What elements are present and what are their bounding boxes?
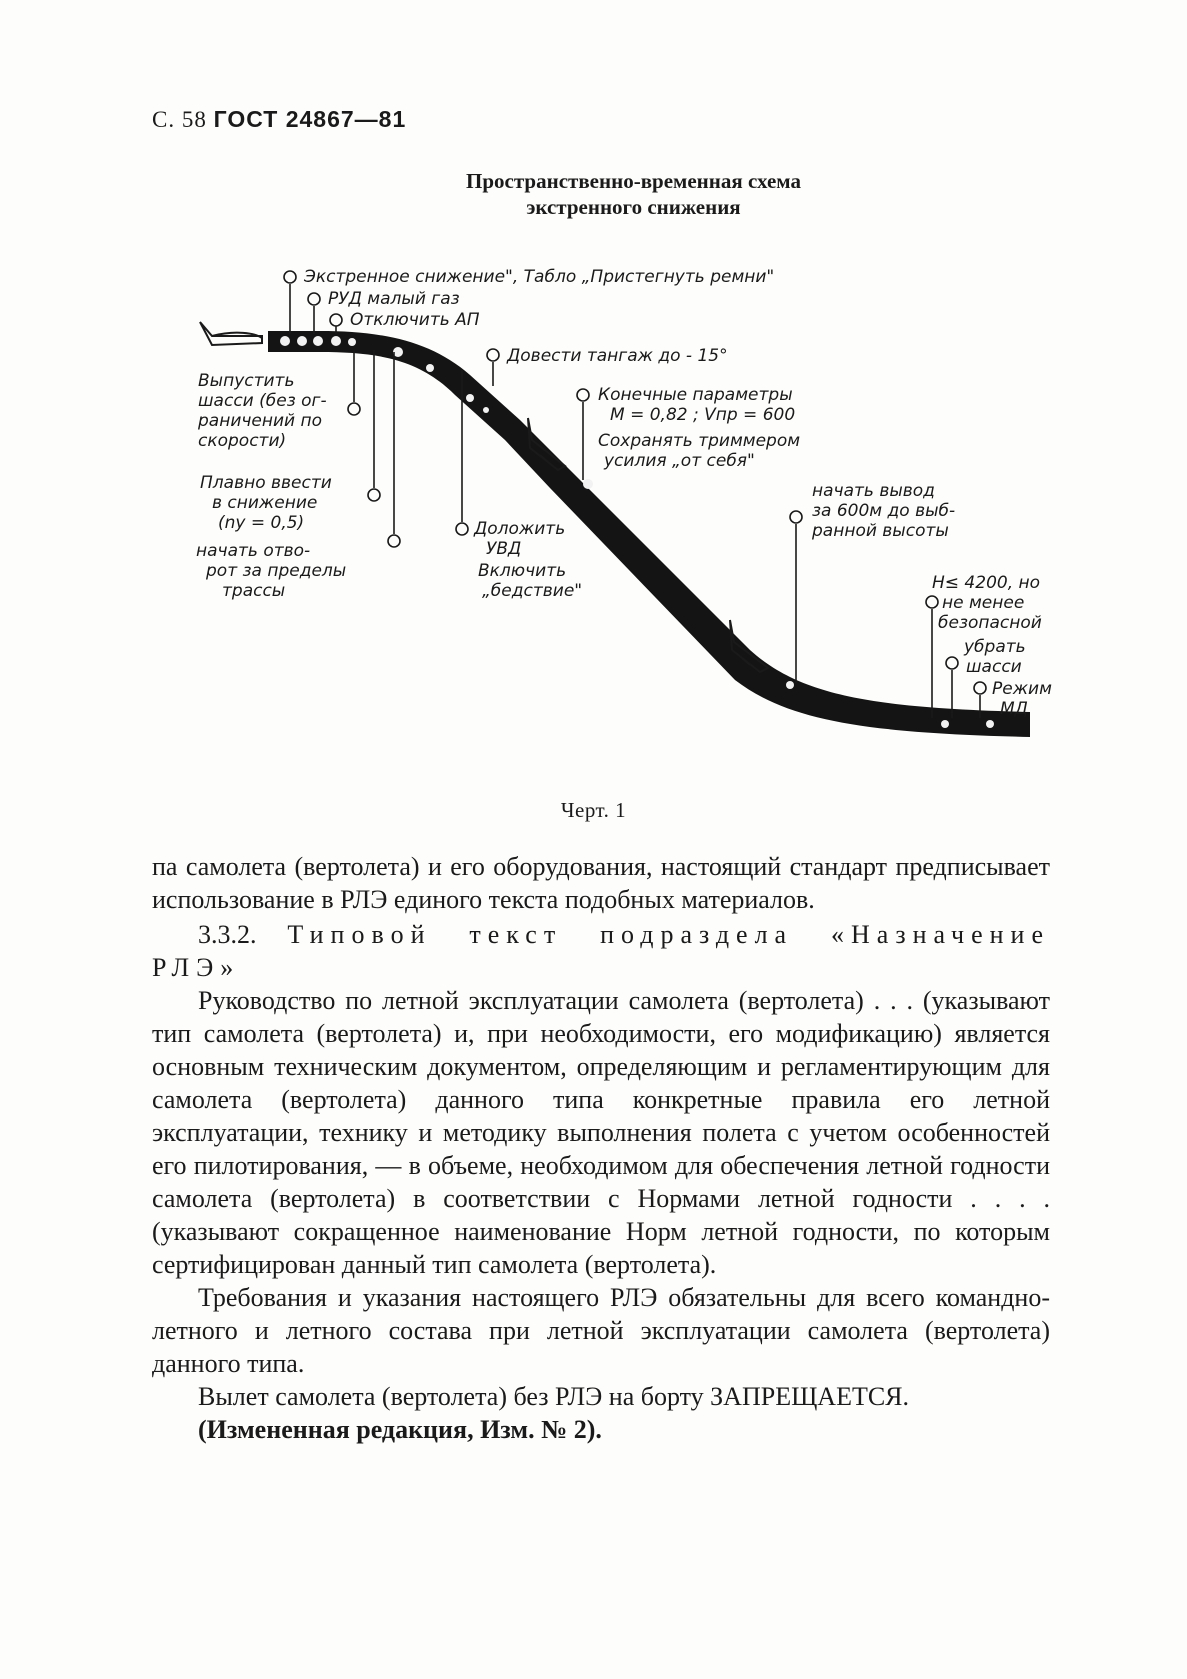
label-gear-down: Выпустить [198, 371, 295, 391]
label-gear-down-4: скорости) [198, 431, 287, 451]
label-gear-down-2: шасси (без ог- [198, 391, 327, 411]
label-mode-md: Режим [992, 679, 1052, 699]
label-pitch: Довести тангаж до - 15° [507, 346, 728, 366]
label-altitude-3: безопасной [938, 613, 1042, 633]
label-retract-gear-2: шасси [966, 657, 1022, 677]
label-final-params-values: M = 0,82 ; Vпр = 600 [610, 405, 796, 425]
page-number: С. 58 [152, 107, 207, 132]
label-distress: Включить [478, 561, 567, 581]
body-text [152, 850, 1050, 1446]
section-heading [152, 918, 1050, 984]
label-turn-off-route-3: трассы [222, 581, 286, 601]
label-altitude-2: не менее [942, 593, 1025, 613]
paragraph: Руководство по летной эксплуатации самолета (вертолета) . . . (указывают тип самолета (вертолета) и, при необходимости, его модификацию) является основным техническим документом, определяющим и регламентирующим для самолета (вертолета) данного типа конкретные правила его летной эксплуатации, технику и методику выполнения полета с учетом особенностей его пилотирования, — в объеме, необходимом для обеспечения летной годности самолета (вертолета) в соответствии с Нормами летной годности . . . . (указывают сокращенное наименование Норм летной годности, по которым сертифицирован данный тип самолета (вертолета). [152, 986, 1050, 1279]
section-title: Типовой текст подраздела «Назначение РЛЭ» [152, 920, 1050, 982]
paragraph: па самолета (вертолета) и его оборудования, настоящий стандарт предписывает использование в РЛЭ единого текста подобных материалов. [152, 852, 1050, 914]
label-smooth-descent-2: в снижение [212, 493, 318, 513]
label-altitude: H≤ 4200, но [932, 573, 1041, 593]
label-smooth-descent: Плавно ввести [200, 473, 332, 493]
label-throttle-idle: РУД малый газ [328, 289, 460, 309]
figure-title-line1: Пространственно-временная схема [466, 169, 801, 193]
label-report-atc: Доложить [474, 519, 566, 539]
label-retract-gear: убрать [964, 637, 1026, 657]
label-distress-2: „бедствие" [482, 581, 583, 601]
figure-title-line2: экстренного снижения [526, 195, 741, 219]
label-gear-down-3: раничений по [198, 411, 323, 431]
amendment-note: (Измененная редакция, Изм. № 2). [198, 1415, 602, 1444]
label-emergency-descent: Экстренное снижение", Табло „Пристегнуть ремни" [304, 267, 775, 287]
label-begin-recovery-2: за 600м до выб- [812, 501, 956, 521]
label-trim-2: усилия „от себя" [604, 451, 755, 471]
paragraph: Требования и указания настоящего РЛЭ обязательны для всего командно-летного и летного состава при летной эксплуатации самолета (вертолета) данного типа. [152, 1283, 1050, 1378]
label-trim: Сохранять триммером [598, 431, 801, 451]
figure-caption: Черт. 1 [560, 798, 627, 822]
section-number: 3.3.2. [198, 920, 257, 949]
label-begin-recovery-3: ранной высоты [812, 521, 949, 541]
aircraft-icon [200, 322, 262, 345]
label-disengage-ap: Отключить АП [350, 310, 480, 330]
label-report-atc-2: УВД [486, 539, 522, 559]
label-smooth-descent-3: (nу = 0,5) [218, 513, 305, 533]
standard-number: ГОСТ 24867—81 [213, 106, 407, 132]
label-mode-md-2: МД [1000, 699, 1028, 719]
page-header [152, 106, 406, 133]
paragraph: Вылет самолета (вертолета) без РЛЭ на борту ЗАПРЕЩАЕТСЯ. [198, 1382, 910, 1411]
label-final-params: Конечные параметры [598, 385, 793, 405]
label-turn-off-route-2: рот за пределы [206, 561, 347, 581]
label-begin-recovery: начать вывод [812, 481, 935, 501]
label-turn-off-route: начать отво- [196, 541, 311, 561]
descent-diagram [0, 250, 1187, 760]
